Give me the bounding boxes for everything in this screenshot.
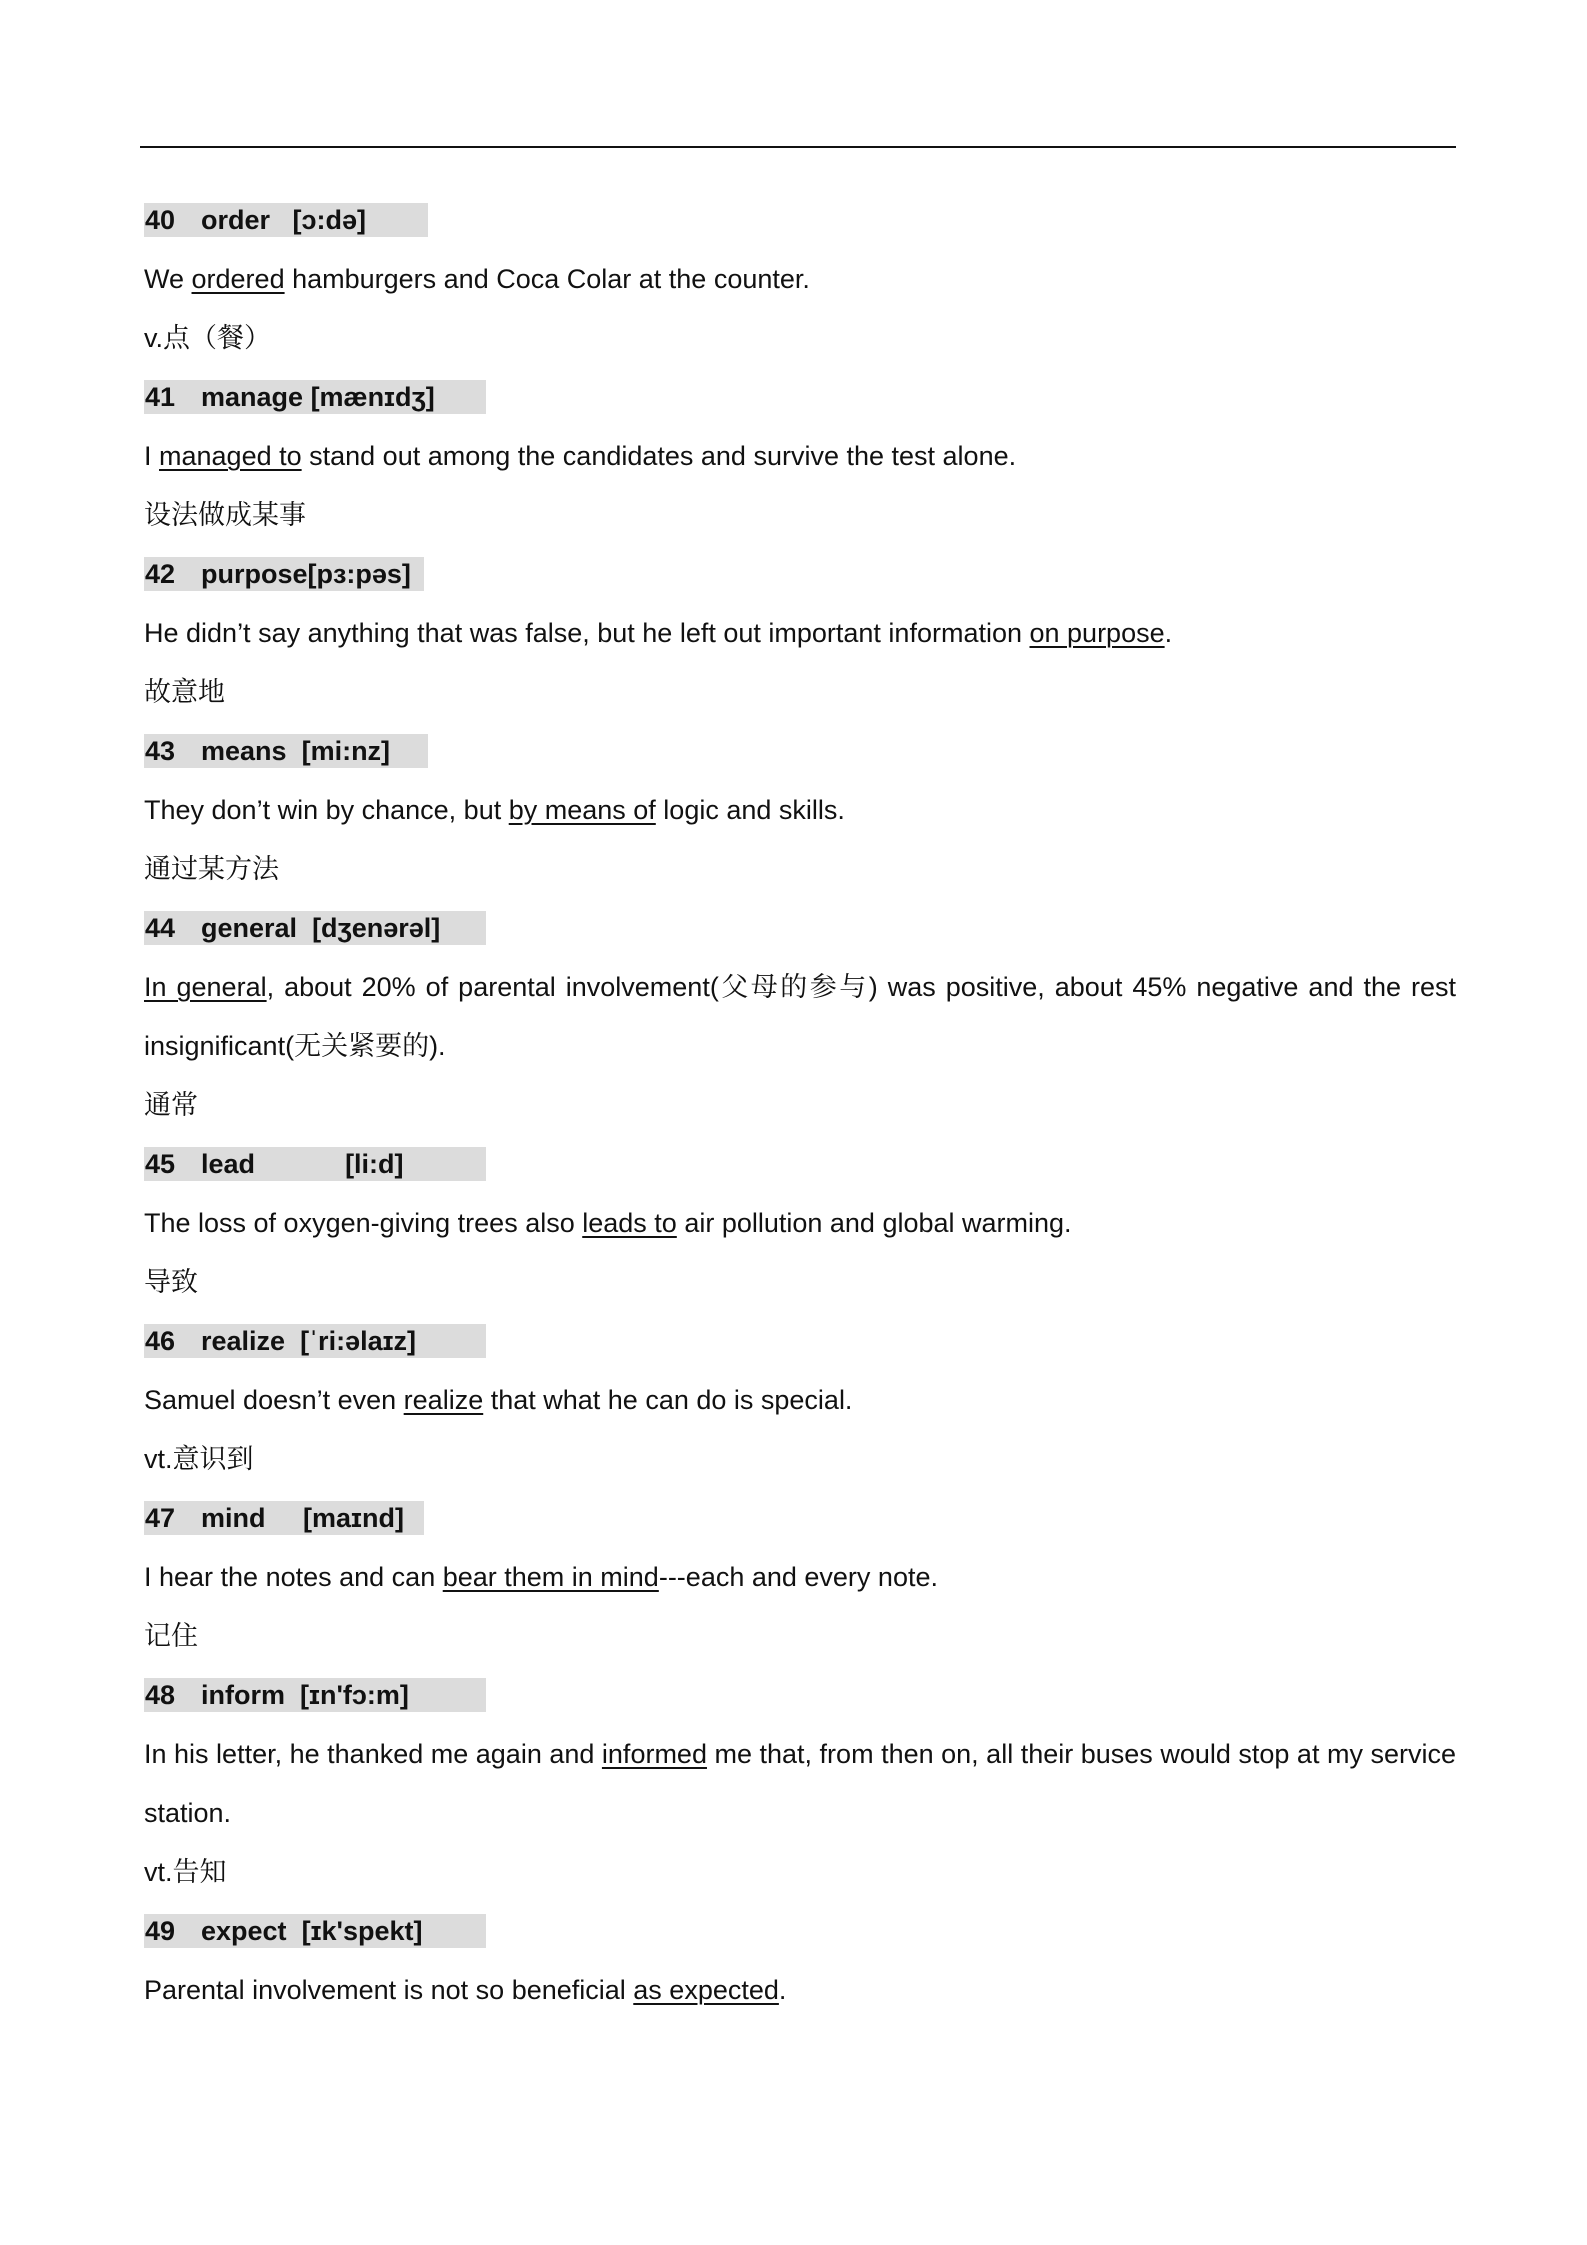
entry-phonetic: [ɔ:də] (292, 205, 367, 235)
entry-phonetic: [maɪnd] (303, 1503, 404, 1533)
entry-word: purpose (201, 559, 308, 589)
entry-phonetic: [dʒenərəl] (312, 913, 441, 943)
entry-word: mind (201, 1503, 266, 1533)
sentence-text: I hear the notes and can (144, 1562, 443, 1592)
example-sentence (144, 1371, 1456, 1430)
example-sentence (144, 1194, 1456, 1253)
example-sentence (144, 1725, 1456, 1843)
entry-heading (144, 203, 428, 237)
heading-spacer (285, 1680, 300, 1710)
entry-meaning: v.点（餐） (144, 323, 271, 353)
entry-number: 45 (145, 1149, 176, 1179)
entry-heading (144, 1914, 486, 1948)
vocab-entry (144, 557, 1456, 722)
entry-heading (144, 1501, 424, 1535)
vocab-entry (144, 1914, 1456, 2020)
highlighted-phrase: on purpose (1029, 618, 1165, 648)
example-sentence (144, 958, 1456, 1076)
entry-phonetic: [ɪn'fɔ:m] (300, 1680, 409, 1710)
sentence-text: He didn’t say anything that was false, but he left out important information (144, 618, 1030, 648)
entry-phonetic: [mænɪdʒ] (310, 382, 435, 412)
entry-phonetic: [ˈri:əlaɪz] (300, 1326, 417, 1356)
entry-word: means (201, 736, 287, 766)
entry-heading (144, 911, 486, 945)
highlighted-phrase: bear them in mind (442, 1562, 659, 1592)
entry-word: order (201, 205, 271, 235)
entry-word: inform (201, 1680, 285, 1710)
entry-word: realize (201, 1326, 286, 1356)
sentence-text: We (144, 264, 192, 294)
sentence-text: . (1164, 618, 1173, 648)
highlighted-phrase: leads to (582, 1208, 677, 1238)
sentence-text: logic and skills. (655, 795, 845, 825)
entry-meaning: vt.告知 (144, 1857, 227, 1887)
sentence-text: In his letter, he thanked me again and (144, 1739, 602, 1769)
sentence-text: ---each and every note. (658, 1562, 938, 1592)
vocab-entry (144, 203, 1456, 368)
entry-phonetic: [pɜ:pəs] (307, 559, 411, 589)
vocab-entry (144, 1501, 1456, 1666)
sentence-text: They don’t win by chance, but (144, 795, 509, 825)
heading-spacer (287, 1916, 302, 1946)
entry-number: 42 (145, 559, 176, 589)
entry-heading (144, 380, 486, 414)
example-sentence (144, 1961, 1456, 2020)
entry-number: 43 (145, 736, 176, 766)
highlighted-phrase: as expected (633, 1975, 779, 2005)
entry-word: lead (201, 1149, 256, 1179)
entry-word: expect (201, 1916, 287, 1946)
heading-spacer (255, 1149, 345, 1179)
vocab-entry (144, 911, 1456, 1135)
heading-spacer (266, 1503, 304, 1533)
entry-heading (144, 557, 424, 591)
entry-meaning: 设法做成某事 (144, 500, 306, 530)
entry-heading (144, 1324, 486, 1358)
sentence-text: that what he can do is special. (483, 1385, 853, 1415)
entry-phonetic: [mi:nz] (301, 736, 391, 766)
entry-number: 46 (145, 1326, 176, 1356)
header-rule (140, 146, 1456, 148)
highlighted-phrase: realize (403, 1385, 484, 1415)
vocab-entry (144, 1678, 1456, 1902)
example-sentence (144, 604, 1456, 663)
sentence-text: Samuel doesn’t even (144, 1385, 404, 1415)
entry-meaning: 通过某方法 (144, 854, 279, 884)
sentence-text: , about 20% of parental involvement(父母的参与) was positive, about 45% negative and the rest insignificant(无关紧要的). (144, 972, 1457, 1061)
vocab-entry (144, 1324, 1456, 1489)
entry-number: 47 (145, 1503, 176, 1533)
example-sentence (144, 1548, 1456, 1607)
entry-phonetic: [li:d] (345, 1149, 404, 1179)
entry-word: general (201, 913, 298, 943)
vocab-entry (144, 380, 1456, 545)
highlighted-phrase: managed to (159, 441, 302, 471)
sentence-text: air pollution and global warming. (676, 1208, 1072, 1238)
entry-meaning: 故意地 (144, 677, 225, 707)
heading-spacer (297, 913, 312, 943)
highlighted-phrase: ordered (191, 264, 285, 294)
heading-spacer (287, 736, 302, 766)
example-sentence (144, 427, 1456, 486)
entry-number: 49 (145, 1916, 176, 1946)
entry-number: 48 (145, 1680, 176, 1710)
entry-heading (144, 734, 428, 768)
sentence-text: me that, from then on, all their buses would stop at my service station. (144, 1739, 1456, 1828)
highlighted-phrase: In general (144, 972, 267, 1002)
highlighted-phrase: informed (601, 1739, 707, 1769)
entry-number: 40 (145, 205, 176, 235)
heading-spacer (270, 205, 293, 235)
entry-number: 44 (145, 913, 176, 943)
sentence-text: hamburgers and Coca Colar at the counter. (284, 264, 810, 294)
sentence-text: Parental involvement is not so beneficial (144, 1975, 634, 2005)
entry-meaning: 通常 (144, 1090, 198, 1120)
example-sentence (144, 781, 1456, 840)
sentence-text: . (778, 1975, 787, 2005)
vocab-entry (144, 1147, 1456, 1312)
entry-phonetic: [ɪk'spekt] (301, 1916, 423, 1946)
heading-spacer (285, 1326, 300, 1356)
entry-meaning: 记住 (144, 1621, 198, 1651)
entry-number: 41 (145, 382, 176, 412)
entry-heading (144, 1147, 486, 1181)
sentence-text: The loss of oxygen-giving trees also (144, 1208, 583, 1238)
vocab-entry (144, 734, 1456, 899)
entry-word: manage (201, 382, 304, 412)
entry-meaning: 导致 (144, 1267, 198, 1297)
entry-heading (144, 1678, 486, 1712)
heading-spacer (303, 382, 311, 412)
entry-meaning: vt.意识到 (144, 1444, 254, 1474)
highlighted-phrase: by means of (508, 795, 656, 825)
sentence-text: I (144, 441, 160, 471)
sentence-text: stand out among the candidates and survive the test alone. (301, 441, 1017, 471)
vocabulary-list (144, 203, 1456, 2020)
example-sentence (144, 250, 1456, 309)
